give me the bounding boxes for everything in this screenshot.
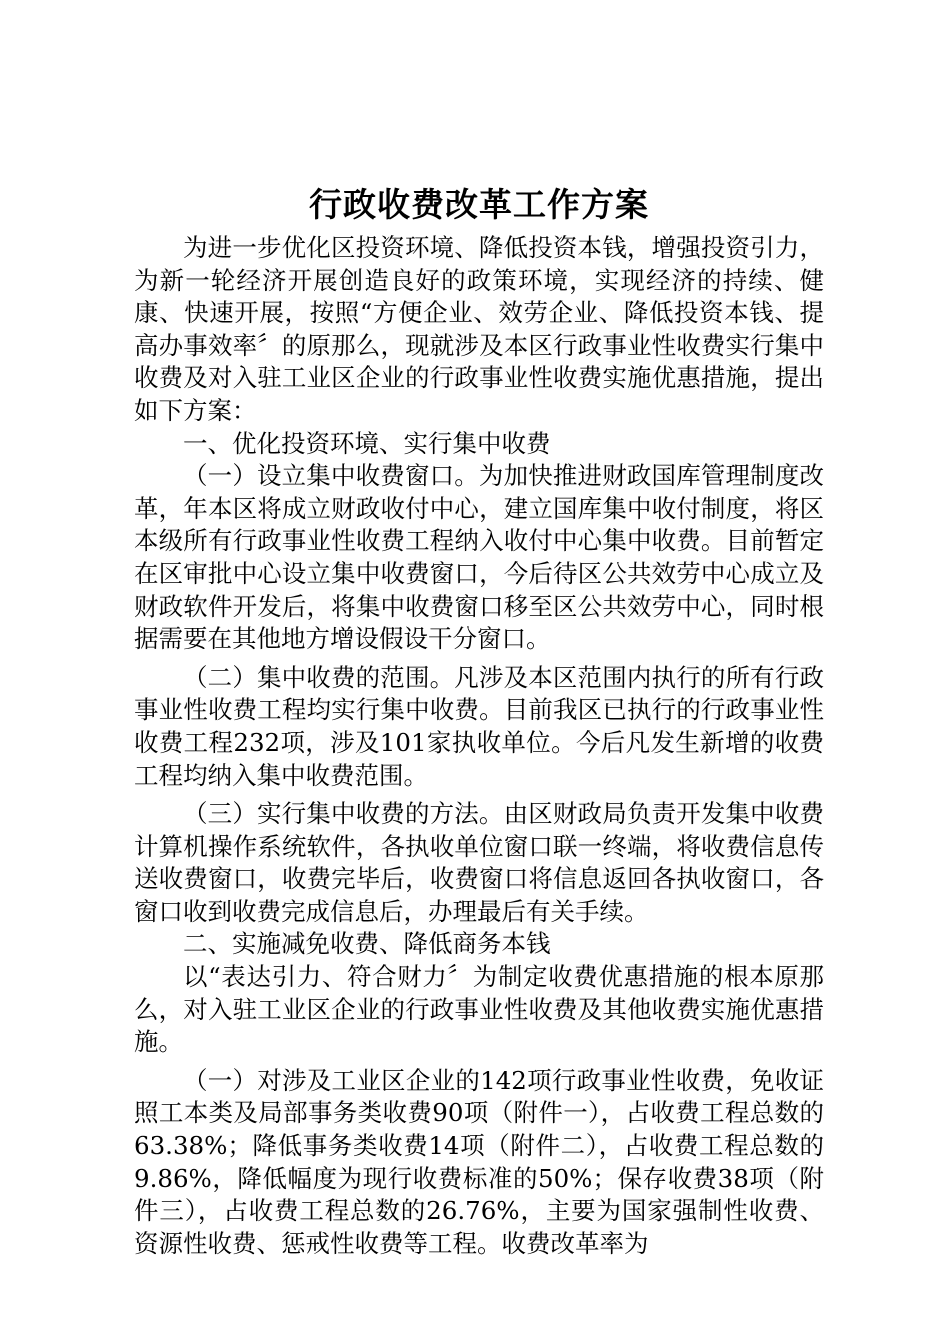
document-page [134, 180, 824, 1260]
paragraph-intro: 为进一步优化区投资环境、降低投资本钱，增强投资引力，为新一轮经济开展创造良好的政策环境，实现经济的持续、健康、快速开展，按照“方便企业、效劳企业、降低投资本钱、提高办事效率〞的原那么，现就涉及本区行政事业性收费实行集中收费及对入驻工业区企业的行政事业性收费实施优惠措施，提出如下方案： [134, 233, 824, 425]
document-title: 行政收费改革工作方案 [309, 185, 649, 224]
paragraph-1-2: （二）集中收费的范围。凡涉及本区范围内执行的所有行政事业性收费工程均实行集中收费。目前我区已执行的行政事业性收费工程232项，涉及101家执收单位。今后凡发生新增的收费工程均纳入集中收费范围。 [134, 662, 824, 790]
paragraph-2-intro: 以“表达引力、符合财力〞为制定收费优惠措施的根本原那么，对入驻工业区企业的行政事业性收费及其他收费实施优惠措施。 [134, 962, 824, 1057]
section-heading-2: 二、实施减免收费、降低商务本钱 [183, 929, 551, 959]
paragraph-2-1: （一）对涉及工业区企业的142项行政事业性收费，免收证照工本类及局部事务类收费90项（附件一），占收费工程总数的63.38%；降低事务类收费14项（附件二），占收费工程总数的9.86%，降低幅度为现行收费标准的50%；保存收费38项（附件三），占收费工程总数的26.76%，主要为国家强制性收费、资源性收费、惩戒性收费等工程。收费改革率为 [134, 1065, 824, 1258]
paragraph-1-1: （一）设立集中收费窗口。为加快推进财政国库管理制度改革，年本区将成立财政收付中心，建立国库集中收付制度，将区本级所有行政事业性收费工程纳入收付中心集中收费。目前暂定在区审批中心设立集中收费窗口，今后待区公共效劳中心成立及财政软件开发后，将集中收费窗口移至区公共效劳中心，同时根据需要在其他地方增设假设干分窗口。 [134, 461, 824, 654]
paragraph-1-3: （三）实行集中收费的方法。由区财政局负责开发集中收费计算机操作系统软件，各执收单位窗口联一终端，将收费信息传送收费窗口，收费完毕后，收费窗口将信息返回各执收窗口，各窗口收到收费完成信息后，办理最后有关手续。 [134, 799, 824, 926]
section-heading-1: 一、优化投资环境、实行集中收费 [183, 428, 551, 458]
